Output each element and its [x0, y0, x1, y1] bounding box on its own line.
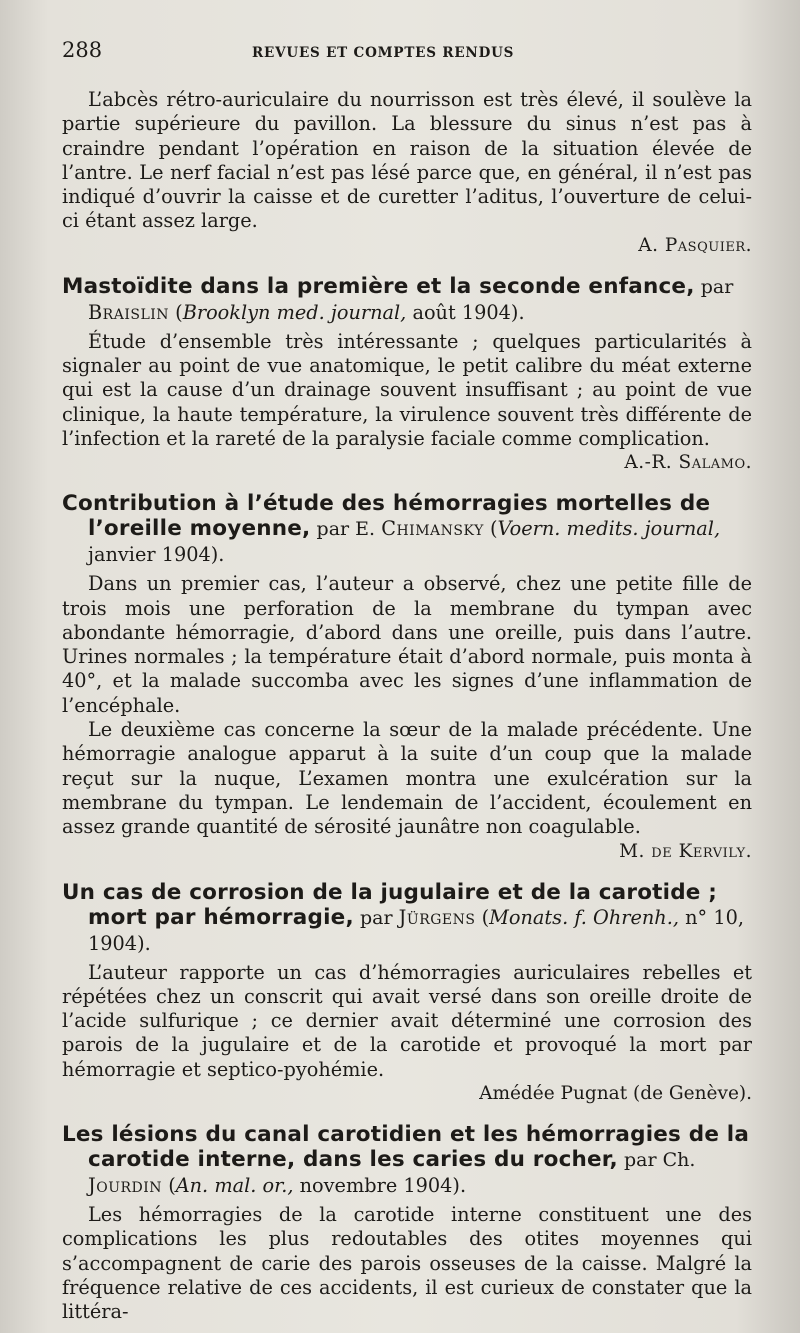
- article-title: Contribution à l’étude des hémorragies mortelles de l’oreille moyenne,: [62, 491, 711, 542]
- article-source: Voern. medits. journal,: [497, 517, 721, 541]
- article-date: janvier 1904).: [88, 543, 225, 567]
- article-signature: M. de Kervily.: [619, 840, 752, 862]
- article-hemorragies-mortelles: [62, 491, 752, 863]
- article-date: août 1904).: [412, 300, 525, 324]
- article-heading: Contribution à l’étude des hémorragies mortelles de l’oreille moyenne, par E. Chimansky (Voern. medits. journal, janvier 1904).: [62, 491, 721, 567]
- article-by: par E.: [316, 518, 376, 541]
- article-date: n° 10, 1904).: [88, 905, 744, 955]
- article-by: par: [359, 906, 393, 929]
- article-author: Jourdin: [88, 1174, 163, 1198]
- article-canal-carotidien: [62, 1122, 752, 1324]
- article-author: Braislin: [88, 300, 170, 324]
- article-author: Jürgens: [398, 905, 476, 929]
- article-source: Monats. f. Ohrenh.,: [489, 905, 679, 929]
- intro-paragraph: L’abcès rétro-auriculaire du nourrisson est très élevé, il soulève la partie supérieure du pavillon. La blessure du sinus n’est pas à craindre pendant l’opération en raison de la situation élevée de l’antre. Le nerf facial n’est pas lésé parce que, en général, il n’est pas indiqué d’ouvrir la caisse et de curetter l’aditus, l’ouverture de celui-ci étant assez large.: [62, 88, 752, 233]
- article-paragraph: Le deuxième cas concerne la sœur de la malade précédente. Une hémorragie analogue apparut à la suite d’un coup que la malade reçut sur la nuque, L’examen montra une exulcération sur la membrane du tympan. Le lendemain de l’accident, écoulement en assez grande quantité de sérosité jaunâtre non coagulable.: [62, 718, 752, 839]
- page-number: 288: [62, 38, 103, 62]
- article-corrosion-jugulaire: [62, 880, 752, 1106]
- article-paragraph: L’auteur rapporte un cas d’hémorragies auriculaires rebelles et répétées chez un conscrit qui avait versé dans son oreille droite de l’acide sulfurique ; ce dernier avait déterminé une corrosion des parois de la jugulaire et de la carotide et provoqué la mort par hémorragie et septico-pyohémie.: [62, 960, 752, 1081]
- article-title: Mastoïdite dans la première et la seconde enfance,: [62, 273, 695, 299]
- article-heading: Un cas de corrosion de la jugulaire et de la carotide ; mort par hémorragie, par Jürgens (Monats. f. Ohrenh., n° 10, 1904).: [62, 879, 744, 955]
- intro-review: [62, 88, 752, 258]
- article-paragraph: Dans un premier cas, l’auteur a observé, chez une petite fille de trois mois une perforation de la membrane du tympan avec abondante hémorragie, d’abord dans une oreille, puis dans l’autre. Urines normales ; la température était d’abord normale, puis monta à 40°, et la malade succomba avec les signes d’une inflammation de l’encéphale.: [62, 572, 752, 717]
- article-date: novembre 1904).: [299, 1174, 467, 1198]
- running-title: REVUES ET COMPTES RENDUS: [252, 45, 515, 61]
- article-paragraph: Les hémorragies de la carotide interne constituent une des complications les plus redoutables des otites moyennes qui s’accompagnent de carie des parois osseuses de la caisse. Malgré la fréquence relative de ces accidents, il est curieux de constater que la littéra-: [62, 1203, 752, 1324]
- article-mastoidite: [62, 274, 752, 475]
- article-title: Un cas de corrosion de la jugulaire et de la carotide ; mort par hémorragie,: [62, 879, 718, 930]
- article-by: par Ch.: [623, 1149, 696, 1172]
- article-source: Brooklyn med. journal,: [182, 300, 407, 324]
- article-title: Les lésions du canal carotidien et les hémorragies de la carotide interne, dans les caries du rocher,: [62, 1122, 750, 1173]
- intro-signature: A. Pasquier.: [638, 234, 752, 256]
- article-signature: A.-R. Salamo.: [624, 452, 752, 474]
- page-header: [62, 38, 752, 70]
- article-paragraph: Étude d’ensemble très intéressante ; quelques particularités à signaler au point de vue anatomique, le petit calibre du méat externe qui est la cause d’un drainage souvent insuffisant ; au point de vue clinique, la haute température, la virulence souvent très différente de l’infection et la rareté de la paralysie faciale comme complication.: [62, 329, 752, 450]
- article-signature: Amédée Pugnat (de Genève).: [479, 1083, 752, 1105]
- article-author: Chimansky: [381, 517, 484, 541]
- article-source: An. mal. or.,: [175, 1174, 294, 1198]
- article-by: par: [700, 275, 734, 298]
- article-heading: Les lésions du canal carotidien et les hémorragies de la carotide interne, dans les caries du rocher, par Ch. Jourdin (An. mal. or., novembre 1904).: [62, 1122, 750, 1198]
- article-heading: Mastoïdite dans la première et la seconde enfance, par Braislin (Brooklyn med. journal, août 1904).: [62, 273, 734, 324]
